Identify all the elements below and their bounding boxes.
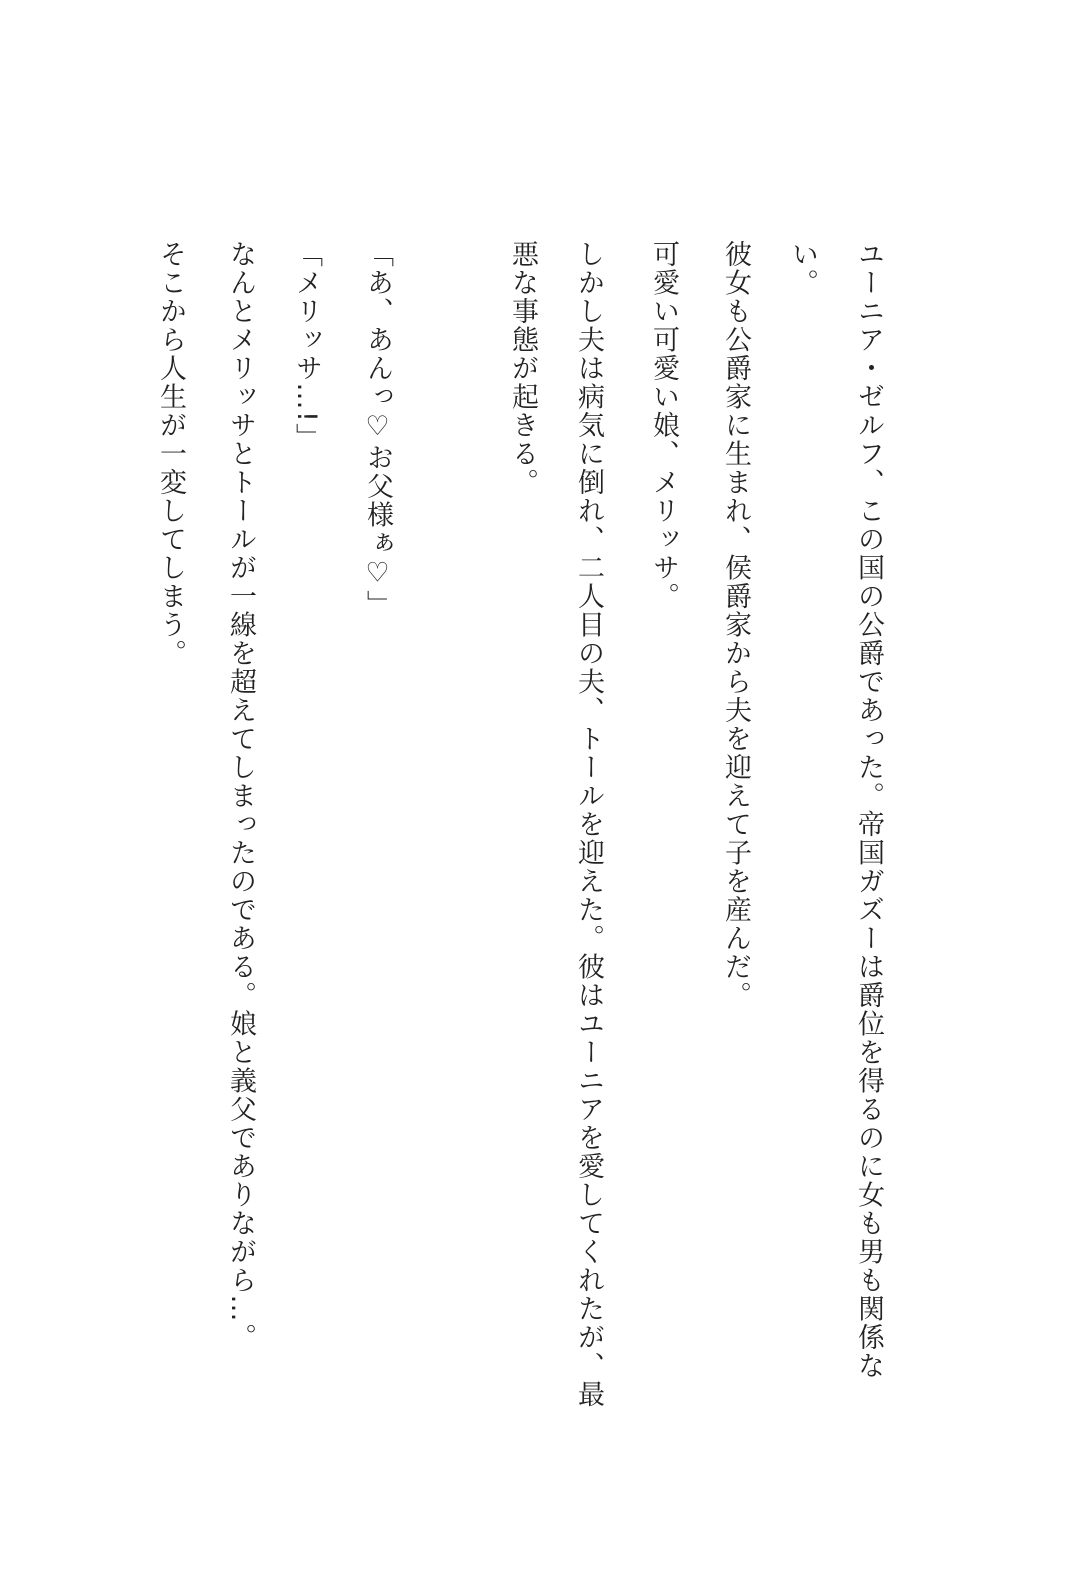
text-line-3: 彼女も公爵家に生まれ、侯爵家から夫を迎えて子を産んだ。 [720, 240, 751, 1010]
text-line-6: 悪な事態が起きる。 [507, 240, 538, 497]
text-line-8: 「メリッサ…!」 [291, 240, 322, 452]
text-line-1: ユーニア・ゼルフ、この国の公爵であった。帝国ガズーは爵位を得るのに女も男も関係な [853, 240, 884, 1380]
text-line-7: 「あ、あんっ♡お父様ぁ♡」 [362, 240, 393, 619]
text-line-2: い。 [787, 240, 818, 297]
text-line-4: 可愛い可愛い娘、メリッサ。 [648, 240, 679, 611]
text-line-10: そこから人生が一変してしまう。 [155, 240, 186, 668]
text-line-9: なんとメリッサとトールが一線を超えてしまったのである。娘と義父でありながら…。 [225, 240, 256, 1352]
text-line-5: しかし夫は病気に倒れ、二人目の夫、トールを迎えた。彼はユーニアを愛してくれたが、最 [573, 240, 604, 1409]
